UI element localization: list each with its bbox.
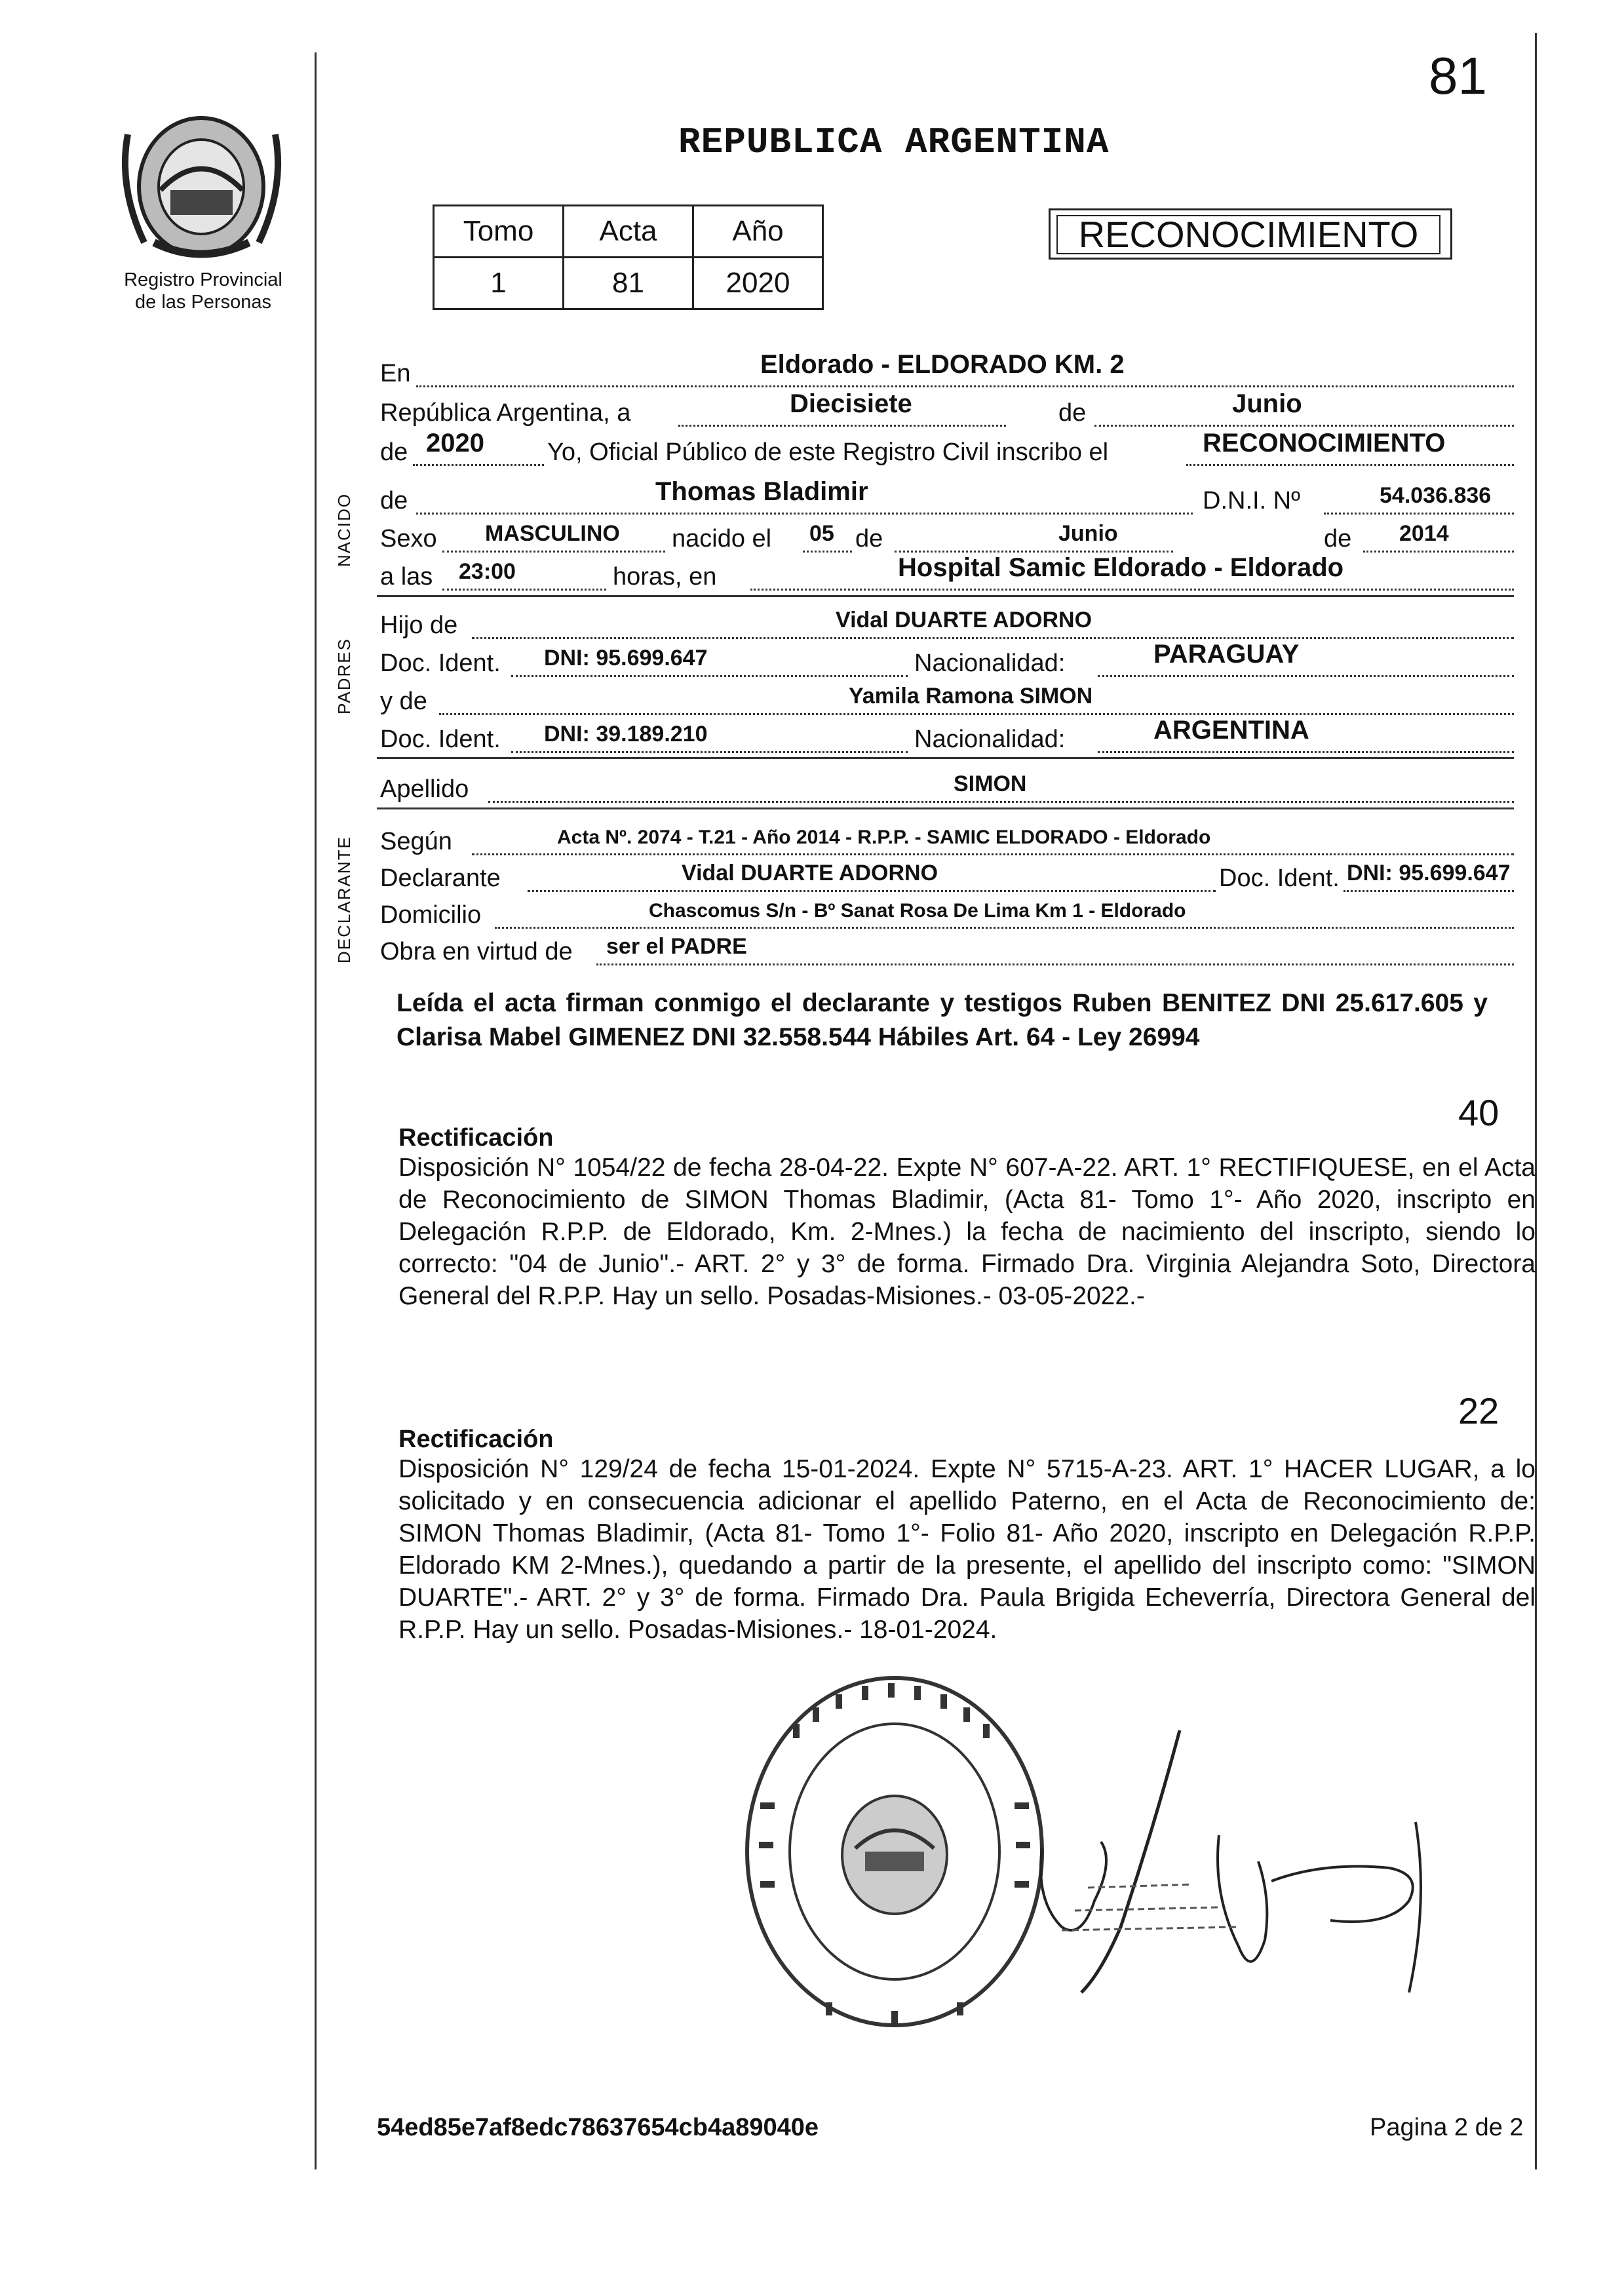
rectification-1-body: Disposición N° 1054/22 de fecha 28-04-22. Expte N° 607-A-22. ART. 1° RECTIFIQUESE, en el Acta de Reconocimiento de SIMON Thomas Bladimir, (Acta 81- Tomo 1°- Año 2020, inscripto en Delegación R.P.P. de Eldorado, Km. 2-Mnes.) la fecha de nacimiento del inscripto, siendo lo correcto: "04 de Junio".- ART. 2° y 3° de forma. Firmado Dra. Virginia Alejandra Soto, Directora General del R.P.P. Hay un sello. Posadas-Misiones.- 03-05-2022.- (398, 1154, 1536, 1310)
dotted-line (895, 549, 1173, 553)
row-mother (380, 684, 1514, 716)
domicilio-label: Domicilio (380, 901, 482, 929)
doc-label: Doc. Ident. (380, 726, 501, 753)
dotted-line (1098, 750, 1514, 753)
day-value: Diecisiete (790, 389, 912, 418)
doc-label: Doc. Ident. (1219, 865, 1340, 892)
row-born-time-place (380, 553, 1514, 591)
tomo-value: 1 (434, 258, 564, 309)
sex-value: MASCULINO (485, 521, 620, 546)
time-value: 23:00 (459, 559, 516, 584)
born-name-value: Thomas Bladimir (655, 477, 868, 506)
officer-text: Yo, Oficial Público de este Registro Civil inscribo el (547, 438, 1109, 466)
page-indicator: Pagina 2 de 2 (1370, 2114, 1524, 2141)
dotted-line (678, 423, 1006, 427)
document-hash: 54ed85e7af8edc78637654cb4a89040e (377, 2114, 819, 2141)
right-margin-rule (1535, 33, 1537, 2169)
row-obra (380, 934, 1514, 966)
tomo-header: Tomo (434, 206, 564, 258)
nationality-label: Nacionalidad: (914, 726, 1066, 753)
record-type: RECONOCIMIENTO (1056, 215, 1440, 254)
rectification-2-body: Disposición N° 129/24 de fecha 15-01-2024. Expte N° 5715-A-23. ART. 1° HACER LUGAR, a lo solicitado y en consecuencia adicionar el apellido Paterno, en el Acta de Reconocimiento de: SIMON Thomas Bladimir, (Acta 81- Tomo 1°- Folio 81- Año 2020, inscripto en Delegación R.P.P. Eldorado KM 2-Mnes.), quedando a partir de la presente, el apellido del inscripto como: "SIMON DUARTE".- ART. 2° y 3° de forma. Firmado Dra. Paula Brigida Echeverría, Directora General del R.P.P. Hay un sello. Posadas-Misiones.- 18-01-2024. (398, 1455, 1536, 1644)
mother-nationality-value: ARGENTINA (1153, 716, 1309, 745)
yde-label: y de (380, 688, 427, 715)
place-value: Eldorado - ELDORADO KM. 2 (760, 350, 1125, 379)
month-value: Junio (1232, 389, 1302, 418)
born-label: nacido el (672, 525, 772, 553)
de-label: de (380, 438, 408, 466)
doc-label: Doc. Ident. (380, 650, 501, 677)
dotted-line (528, 889, 1216, 892)
dotted-line (1344, 889, 1514, 892)
father-doc-value: DNI: 95.699.647 (544, 646, 708, 671)
surname-label: Apellido (380, 775, 469, 803)
official-seal-stamp (741, 1671, 1049, 2032)
birth-day-value: 05 (809, 521, 834, 546)
row-domicilio (380, 901, 1514, 929)
father-nationality-value: PARAGUAY (1153, 640, 1300, 669)
en-label: En (380, 360, 411, 387)
segun-value: Acta Nº. 2074 - T.21 - Año 2014 - R.P.P. - SAMIC ELDORADO - Eldorado (557, 826, 1211, 848)
dotted-line (1098, 674, 1514, 677)
hours-label: horas, en (613, 563, 717, 591)
registry-caption (98, 269, 308, 313)
de-label: de (1324, 525, 1352, 553)
dotted-line (596, 962, 1514, 965)
obra-label: Obra en virtud de (380, 938, 573, 965)
row-place (380, 350, 1514, 388)
row-surname (380, 771, 1514, 804)
surname-value: SIMON (954, 771, 1027, 796)
section-divider (377, 595, 1514, 597)
declarante-label: Declarante (380, 865, 501, 892)
row-born-name (380, 477, 1514, 515)
de-label: de (855, 525, 883, 553)
dotted-line (488, 800, 1514, 803)
mother-doc-value: DNI: 39.189.210 (544, 722, 708, 747)
de-label: de (1058, 399, 1087, 427)
republic-label: República Argentina, a (380, 399, 631, 427)
row-born-sex-date (380, 521, 1514, 553)
birth-year-value: 2014 (1399, 521, 1449, 546)
dotted-line (495, 925, 1514, 929)
row-father-doc (380, 640, 1514, 678)
witness-statement: Leída el acta firman conmigo el declarante y testigos Ruben BENITEZ DNI 25.617.605 y Clarisa Mabel GIMENEZ DNI 32.558.544 Hábiles Art. 64 - Ley 26994 (396, 989, 1488, 1051)
acta-header: Acta (564, 206, 693, 258)
section-label-declarante: DECLARANTE (334, 836, 354, 963)
act-value: RECONOCIMIENTO (1203, 429, 1446, 457)
dotted-line (416, 384, 1514, 387)
domicilio-value: Chascomus S/n - Bº Sanat Rosa De Lima Km 1 - Eldorado (649, 900, 1186, 922)
handwritten-signature (1022, 1730, 1429, 2012)
row-segun (380, 827, 1514, 856)
section-divider (377, 807, 1514, 809)
segun-label: Según (380, 828, 452, 855)
page-number: 81 (1429, 47, 1487, 105)
anio-header: Año (693, 206, 823, 258)
dotted-line (442, 587, 606, 591)
born-dni-value: 54.036.836 (1380, 483, 1492, 508)
declarante-doc-value: DNI: 95.699.647 (1347, 861, 1511, 885)
declarante-value: Vidal DUARTE ADORNO (682, 861, 938, 885)
dotted-line (1094, 423, 1514, 427)
row-officer (380, 429, 1514, 467)
registry-caption-line1: Registro Provincial (124, 269, 282, 290)
dotted-line (511, 750, 908, 753)
provincial-coat-of-arms-logo (115, 108, 288, 265)
rectification-2-title: Rectificación (398, 1426, 554, 1453)
registry-caption-line2: de las Personas (135, 292, 271, 313)
father-name-value: Vidal DUARTE ADORNO (836, 608, 1092, 632)
dotted-line (1186, 463, 1514, 466)
left-margin-rule (315, 52, 317, 2169)
rectification-2-number: 22 (1458, 1390, 1499, 1431)
section-label-padres: PADRES (334, 638, 354, 714)
dotted-line (1363, 549, 1514, 553)
country-title: REPUBLICA ARGENTINA (678, 121, 1110, 163)
row-mother-doc (380, 716, 1514, 754)
dotted-line (442, 549, 665, 553)
hijo-label: Hijo de (380, 612, 458, 639)
row-declarante (380, 861, 1514, 893)
section-label-nacido: NACIDO (334, 492, 354, 567)
dni-label: D.N.I. Nº (1203, 487, 1300, 515)
dotted-line (472, 852, 1514, 855)
acta-value: 81 (564, 258, 693, 309)
birth-month-value: Junio (1058, 521, 1118, 546)
mother-name-value: Yamila Ramona SIMON (849, 684, 1093, 709)
rectification-1-title: Rectificación (398, 1124, 554, 1152)
record-table (433, 204, 824, 310)
section-divider (377, 757, 1514, 759)
dotted-line (439, 712, 1514, 715)
nationality-label: Nacionalidad: (914, 650, 1066, 677)
anio-value: 2020 (693, 258, 823, 309)
time-label: a las (380, 563, 433, 591)
dotted-line (750, 587, 1514, 591)
year-value: 2020 (426, 429, 484, 457)
dotted-line (472, 636, 1514, 639)
de-label: de (380, 487, 408, 515)
dotted-line (511, 674, 908, 677)
row-republic-date (380, 389, 1514, 427)
born-place-value: Hospital Samic Eldorado - Eldorado (898, 553, 1344, 582)
obra-value: ser el PADRE (606, 934, 747, 959)
row-father (380, 608, 1514, 640)
rectification-1-number: 40 (1458, 1092, 1499, 1133)
dotted-line (803, 549, 852, 553)
sex-label: Sexo (380, 525, 437, 553)
dotted-line (416, 511, 1193, 515)
dotted-line (1324, 511, 1514, 515)
dotted-line (413, 463, 544, 466)
